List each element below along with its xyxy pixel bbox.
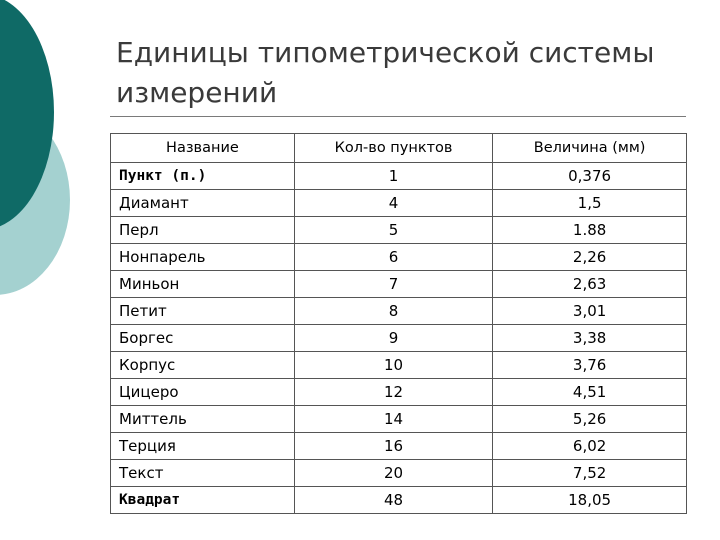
table-header-row [111,134,687,163]
table-row [111,487,687,514]
row-points-cell: 8 [294,298,492,325]
row-points-cell: 1 [294,163,492,190]
row-name-cell: Миньон [111,271,295,298]
row-name-cell: Перл [111,217,295,244]
table-row [111,217,687,244]
row-size-cell: 3,01 [493,298,687,325]
row-points-cell: 14 [294,406,492,433]
row-size-cell: 1.88 [493,217,687,244]
row-name-cell: Боргес [111,325,295,352]
row-size-cell: 18,05 [493,487,687,514]
row-size-cell: 3,38 [493,325,687,352]
row-size-cell: 7,52 [493,460,687,487]
units-table [110,133,687,514]
slide-title [116,33,696,113]
row-name-cell: Петит [111,298,295,325]
table-row [111,325,687,352]
row-points-cell: 48 [294,487,492,514]
row-size-cell: 3,76 [493,352,687,379]
row-size-cell: 2,63 [493,271,687,298]
table-body [111,163,687,514]
row-points-cell: 9 [294,325,492,352]
row-points-cell: 5 [294,217,492,244]
table-row [111,163,687,190]
row-name-cell: Текст [111,460,295,487]
row-name-cell: Пункт (п.) [111,163,295,190]
row-points-cell: 6 [294,244,492,271]
row-points-cell: 20 [294,460,492,487]
row-points-cell: 16 [294,433,492,460]
row-points-cell: 7 [294,271,492,298]
row-name-cell: Квадрат [111,487,295,514]
row-size-cell: 5,26 [493,406,687,433]
row-name-cell: Цицеро [111,379,295,406]
title-line-1: Единицы типометрической системы [116,36,655,69]
row-points-cell: 4 [294,190,492,217]
row-points-cell: 12 [294,379,492,406]
row-name-cell: Терция [111,433,295,460]
table-row [111,298,687,325]
table-row [111,406,687,433]
decorative-circles [0,0,90,300]
row-name-cell: Корпус [111,352,295,379]
row-size-cell: 6,02 [493,433,687,460]
table-row [111,271,687,298]
table-row [111,190,687,217]
title-divider [110,116,686,117]
row-name-cell: Нонпарель [111,244,295,271]
table-row [111,460,687,487]
row-name-cell: Миттель [111,406,295,433]
row-size-cell: 1,5 [493,190,687,217]
table-row [111,352,687,379]
header-size: Величина (мм) [493,134,687,163]
table-row [111,433,687,460]
row-name-cell: Диамант [111,190,295,217]
row-size-cell: 0,376 [493,163,687,190]
header-name: Название [111,134,295,163]
table-row [111,379,687,406]
table-row [111,244,687,271]
title-line-2: измерений [116,76,278,109]
row-points-cell: 10 [294,352,492,379]
header-points: Кол-во пунктов [294,134,492,163]
row-size-cell: 4,51 [493,379,687,406]
row-size-cell: 2,26 [493,244,687,271]
